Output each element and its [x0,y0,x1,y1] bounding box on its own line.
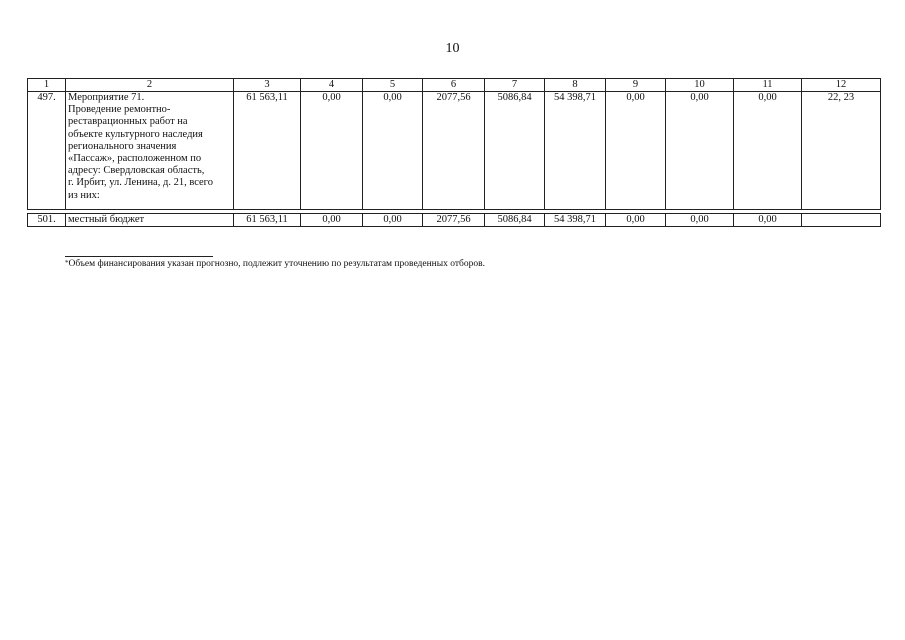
column-header: 12 [802,79,881,92]
row-description [66,92,234,210]
value-cell: 2077,56 [423,92,485,210]
value-cell: 54 398,71 [545,214,606,227]
value-cell: 22, 23 [802,92,881,210]
description-line: «Пассаж», расположенном по [68,153,202,165]
footnote [65,259,485,269]
row-description: местный бюджет [66,214,234,227]
value-cell: 0,00 [666,92,734,210]
value-cell: 0,00 [606,214,666,227]
description-line: реставрационных работ на [68,116,188,128]
column-header: 3 [234,79,301,92]
column-header: 1 [28,79,66,92]
value-cell: 0,00 [734,214,802,227]
description-line: адресу: Свердловская область, [68,165,205,177]
table-row [28,92,881,210]
column-header: 6 [423,79,485,92]
footnote-marker: * [65,259,69,267]
footnote-text: Объем финансирования указан прогнозно, подлежит уточнению по результатам проведенных отборов. [68,259,485,269]
value-cell: 0,00 [363,92,423,210]
header-row [28,79,881,92]
page-number: 10 [445,41,460,56]
column-header: 4 [301,79,363,92]
description-line: регионального значения [68,140,177,152]
value-cell: 5086,84 [485,92,545,210]
program-table [27,78,881,210]
value-cell: 54 398,71 [545,92,606,210]
row-number: 497. [28,92,66,210]
column-header: 7 [485,79,545,92]
column-header: 8 [545,79,606,92]
column-header: 11 [734,79,802,92]
row-number: 501. [28,214,66,227]
table-row [28,214,881,227]
column-header: 5 [363,79,423,92]
value-cell: 0,00 [734,92,802,210]
value-cell: 2077,56 [423,214,485,227]
value-cell: 0,00 [301,214,363,227]
value-cell: 0,00 [301,92,363,210]
description-line: г. Ирбит, ул. Ленина, д. 21, всего [68,177,213,189]
description-line: объекте культурного наследия [68,128,203,140]
description-line: Проведение ремонтно- [68,104,171,116]
value-cell: 0,00 [666,214,734,227]
footnote-divider [65,256,213,257]
value-cell: 0,00 [606,92,666,210]
description-line: из них: [68,189,100,201]
column-header: 9 [606,79,666,92]
value-cell: 61 563,11 [234,214,301,227]
column-header: 10 [666,79,734,92]
column-header: 2 [66,79,234,92]
value-cell [802,214,881,227]
budget-table [27,213,881,227]
description-line: Мероприятие 71. [68,92,145,103]
value-cell: 0,00 [363,214,423,227]
value-cell: 61 563,11 [234,92,301,210]
value-cell: 5086,84 [485,214,545,227]
